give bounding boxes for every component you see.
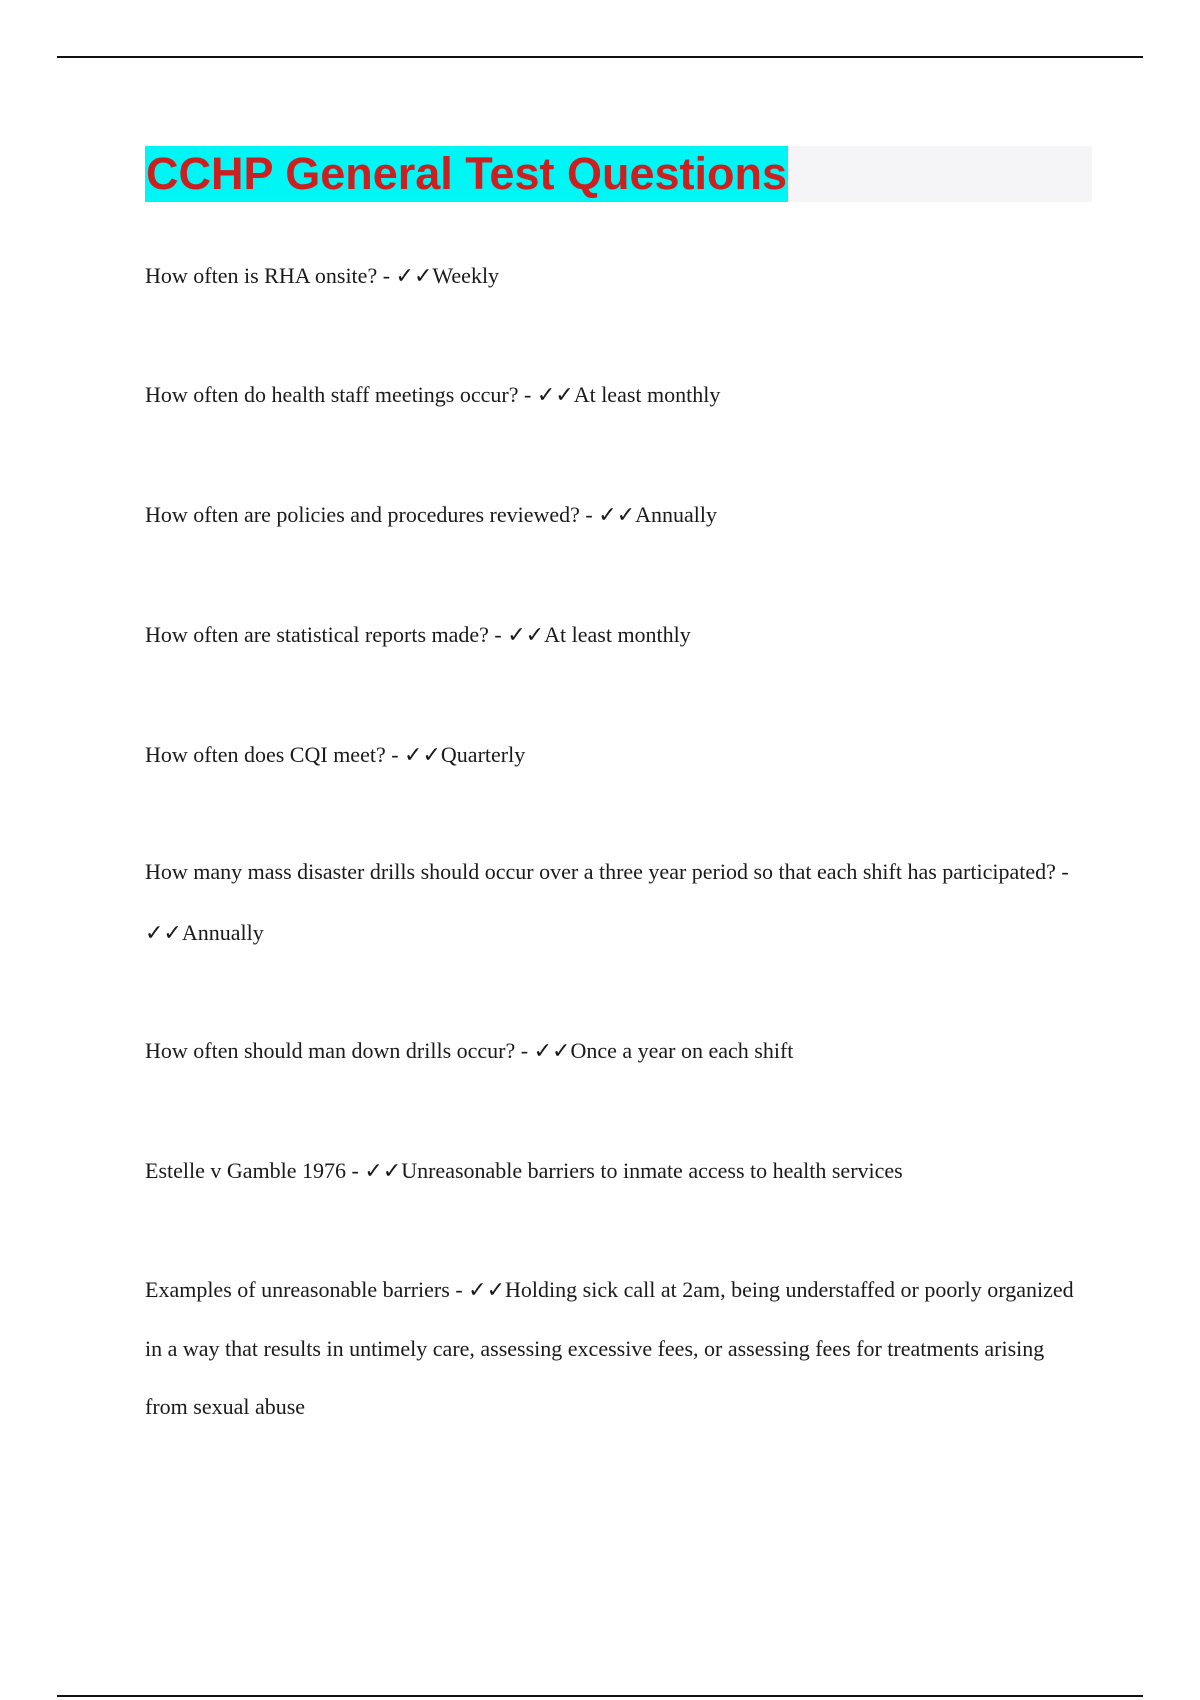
question-text: How often are statistical reports made? (145, 622, 489, 647)
qa-item-5 (145, 726, 1085, 785)
question-text: Examples of unreasonable barriers (145, 1277, 450, 1302)
separator: - (1055, 859, 1069, 884)
question-text: How often does CQI meet? (145, 742, 386, 767)
double-check-icon: ✓✓ (145, 921, 182, 946)
answer-text: At least monthly (544, 622, 691, 647)
qa-item-3 (145, 486, 1085, 545)
separator: - (385, 742, 405, 767)
top-rule (57, 56, 1143, 58)
answer-text: Annually (635, 502, 718, 527)
answer-text: At least monthly (573, 382, 721, 407)
qa-item-6 (145, 841, 1085, 964)
separator: - (377, 263, 396, 288)
qa-item-8 (145, 1142, 1085, 1201)
bottom-rule (57, 1695, 1143, 1697)
double-check-icon: ✓✓ (395, 264, 433, 289)
separator: - (518, 382, 537, 407)
separator: - (346, 1158, 365, 1183)
answer-text: Unreasonable barriers to inmate access to health services (401, 1158, 903, 1183)
double-check-icon: ✓✓ (536, 383, 574, 408)
qa-item-1 (145, 247, 1085, 306)
double-check-icon: ✓✓ (598, 503, 636, 528)
qa-item-9 (145, 1261, 1085, 1436)
double-check-icon: ✓✓ (404, 743, 441, 768)
document-title: CCHP General Test Questions (145, 146, 788, 202)
question-text: How often are policies and procedures reviewed? (145, 502, 580, 527)
qa-item-7 (145, 1022, 1085, 1081)
separator: - (488, 622, 508, 647)
answer-text: Annually (181, 920, 264, 945)
question-text: How often should man down drills occur? (145, 1038, 516, 1063)
separator: - (515, 1038, 534, 1063)
separator: - (449, 1277, 469, 1302)
answer-text: Quarterly (440, 742, 526, 767)
separator: - (579, 502, 599, 527)
qa-item-4 (145, 606, 1085, 665)
double-check-icon: ✓✓ (364, 1159, 402, 1184)
double-check-icon: ✓✓ (507, 623, 545, 648)
question-text: How many mass disaster drills should occur over a three year period so that each shift has participated? (145, 859, 1056, 884)
qa-item-2 (145, 366, 1085, 425)
answer-text: Holding sick call at 2am, being understaffed or poorly organized in a way that results in untimely care, assessing excessive fees, or assessing fees for treatments arising from sexual abuse (145, 1277, 1074, 1419)
double-check-icon: ✓✓ (533, 1039, 571, 1064)
question-text: How often is RHA onsite? (145, 263, 378, 288)
answer-text: Weekly (432, 263, 500, 288)
question-text: How often do health staff meetings occur? (145, 382, 519, 407)
answer-text: Once a year on each shift (570, 1038, 794, 1063)
question-text: Estelle v Gamble 1976 (145, 1158, 347, 1183)
double-check-icon: ✓✓ (468, 1278, 506, 1303)
